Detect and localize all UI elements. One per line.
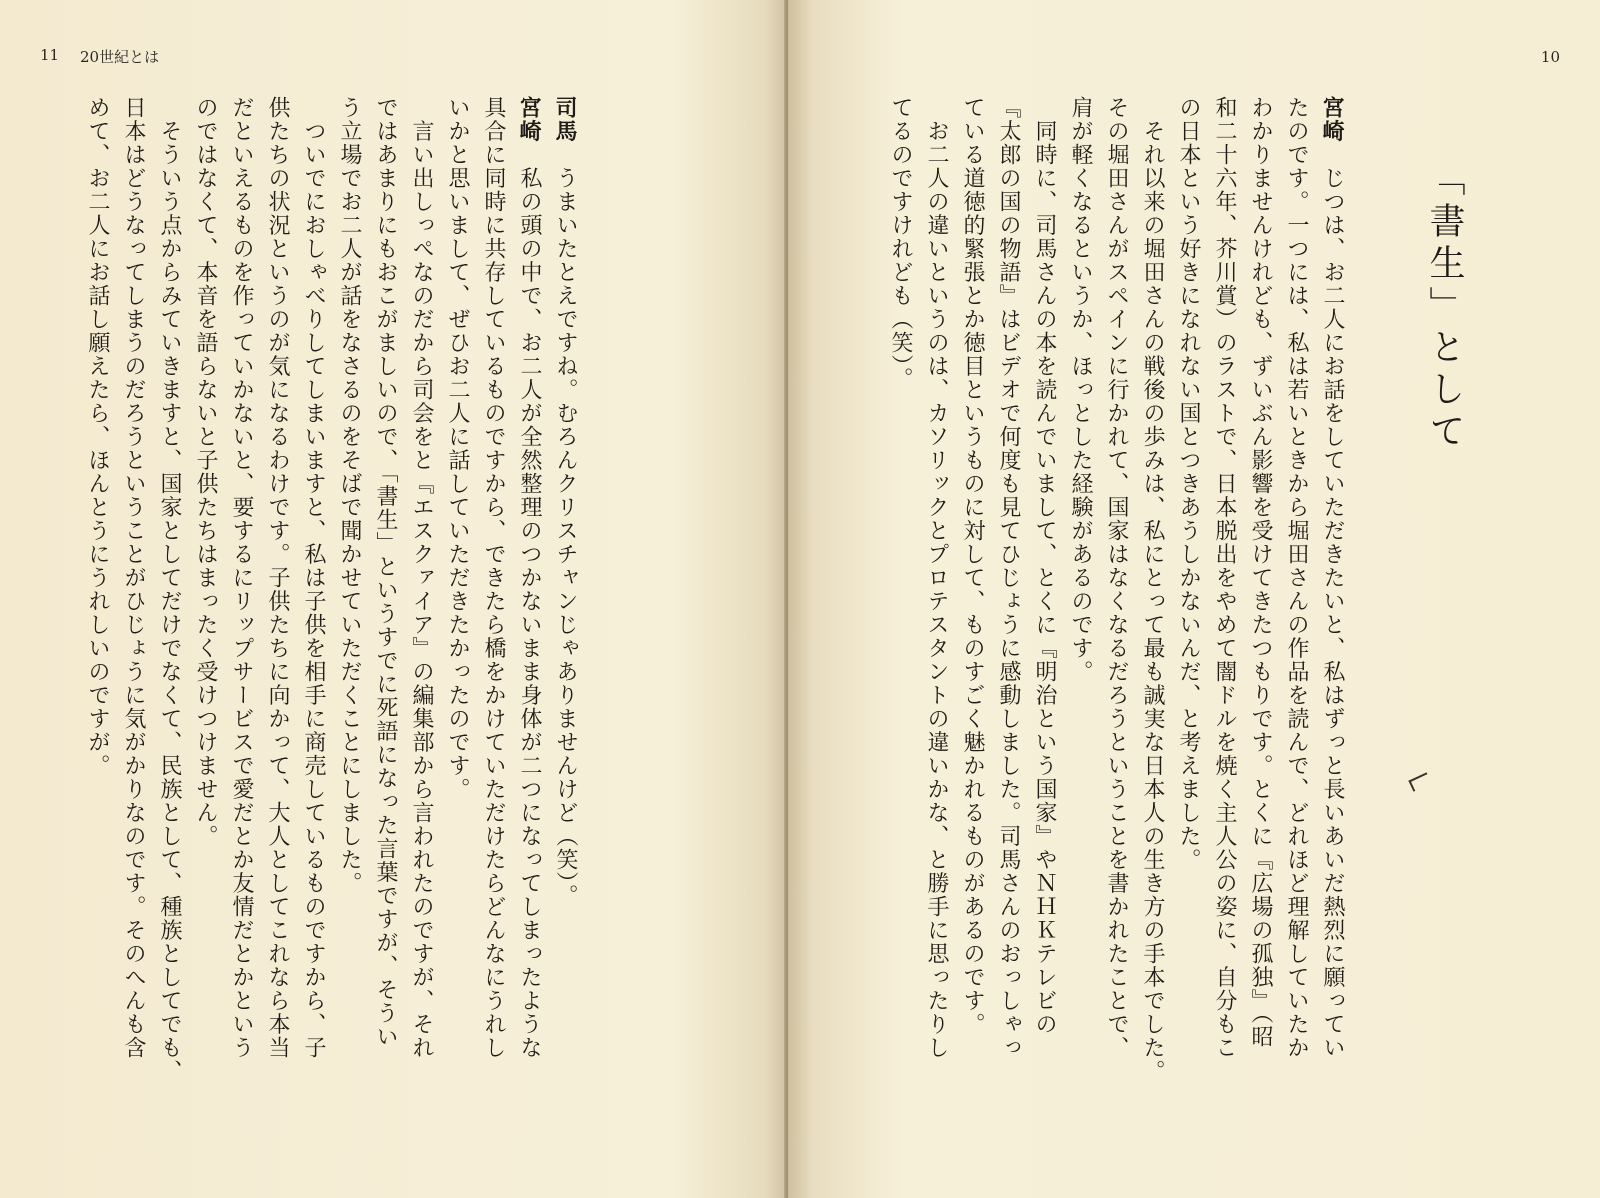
text-line	[187, 96, 223, 1186]
page-number: 11	[40, 46, 60, 64]
line-text: 日本はどうなってしまうのだろうということがひじょうに気がかりなのです。そのへんも含	[121, 96, 146, 1060]
text-line	[1206, 96, 1242, 1186]
text-line	[1278, 96, 1314, 1186]
line-text: ではあまりにもおこがましいので、「書生」というすでに死語になった言葉ですが、そうい	[373, 96, 398, 1049]
line-text: ついでにおしゃべりしてしまいますと、私は子供を相手に商売しているものですから、子	[301, 96, 326, 1060]
line-text: の日本という好きになれない国とつきあうしかないんだ、と考えました。	[1176, 96, 1201, 872]
line-text: たのです。一つには、私は若いときから堀田さんの作品を読んで、どれほど理解していたか	[1284, 96, 1309, 1060]
line-text: う立場でお二人が話をなさるのをそばで聞かせていただくことにしました。	[337, 96, 362, 895]
speaker-name: 司馬	[552, 96, 578, 143]
text-line	[1314, 96, 1350, 1186]
text-line	[1170, 96, 1206, 1186]
text-line	[475, 96, 511, 1186]
line-text: 同時に、司馬さんの本を読んでいまして、とくに『明治という国家』やＮＨＫテレビの	[1032, 96, 1057, 1036]
line-text: その堀田さんがスペインに行かれて、国家はなくなるだろうということを書かれたことで、	[1104, 96, 1129, 1060]
text-line	[1062, 96, 1098, 1186]
text-line	[151, 96, 187, 1186]
text-line	[1134, 96, 1170, 1186]
text-line	[295, 96, 331, 1186]
text-line	[367, 96, 403, 1186]
text-line	[882, 96, 918, 1186]
text-line	[1098, 96, 1134, 1186]
line-text: それ以来の堀田さんの戦後の歩みは、私にとって最も誠実な日本人の生き方の手本でした。	[1140, 96, 1165, 1083]
line-text: そういう点からみていきますと、国家としてだけでなくて、民族として、種族としてでも、	[157, 96, 182, 1083]
text-line	[990, 96, 1026, 1186]
text-line	[259, 96, 295, 1186]
text-line	[115, 96, 151, 1186]
text-line	[918, 96, 954, 1186]
speaker-name: 宮崎	[1319, 96, 1345, 143]
line-text: のではなくて、本音を語らないと子供たちはまったく受けつけません。	[193, 96, 218, 848]
running-head: 20世紀とは	[80, 48, 160, 66]
text-line	[223, 96, 259, 1186]
text-line	[1026, 96, 1062, 1186]
right-page-body	[888, 96, 1350, 1186]
line-text: だといえるものを作っていかないと、要するにリップサービスで愛だとか友情だとかという	[229, 96, 254, 1060]
line-text: 言い出しっぺなのだから司会をと『エスクァイア』の編集部から言われたのですが、それ	[409, 96, 434, 1060]
page-number: 10	[1540, 48, 1560, 66]
text-line	[547, 96, 583, 1186]
left-page-body	[85, 96, 583, 1186]
line-text: てるのですけれども（笑）。	[888, 96, 913, 391]
speaker-name: 宮崎	[516, 96, 542, 143]
line-text: お二人の違いというのは、カソリックとプロテスタントの違いかな、と勝手に思ったりし	[924, 96, 949, 1060]
line-text: めて、お二人にお話し願えたら、ほんとうにうれしいのですが。	[85, 96, 110, 778]
right-page	[788, 0, 1600, 1198]
line-text: ている道徳的緊張とか徳目というものに対して、ものすごく魅かれるものがあるのです。	[960, 96, 985, 1036]
line-text: 供たちの状況というのが気になるわけです。子供たちに向かって、大人としてこれなら本当	[265, 96, 290, 1060]
line-text: うまいたとえですね。むろんクリスチャンじゃありませんけど（笑）。	[553, 166, 578, 908]
line-text: いかと思いまして、ぜひお二人に話していただきたかったのです。	[445, 96, 470, 801]
text-line	[331, 96, 367, 1186]
text-line	[954, 96, 990, 1186]
text-line	[511, 96, 547, 1186]
line-text: じつは、お二人にお話をしていただきたいと、私はずっと長いあいだ熱烈に願ってい	[1320, 166, 1345, 1060]
text-line	[403, 96, 439, 1186]
line-text: 私の頭の中で、お二人が全然整理のつかないまま身体が二つになってしまったような	[517, 166, 542, 1060]
line-text: 具合に同時に共存しているものですから、できたら橋をかけていただけたらどんなにうれし	[481, 96, 506, 1060]
line-text: 肩が軽くなるというか、ほっとした経験があるのです。	[1068, 96, 1093, 684]
line-text: 『太郎の国の物語』はビデオで何度も見てひじょうに感動しました。司馬さんのおっしゃっ	[996, 96, 1021, 1060]
section-heading: 「書生」として	[1424, 160, 1465, 454]
text-line	[439, 96, 475, 1186]
text-line	[1242, 96, 1278, 1186]
line-text: 和二十六年、芥川賞）のラストで、日本脱出をやめて闇ドルを焼く主人公の姿に、自分もこ	[1212, 96, 1237, 1060]
line-text: わかりませんけれども、ずいぶん影響を受けてきたつもりです。とくに『広場の孤独』（昭	[1248, 96, 1273, 1049]
text-line	[79, 96, 115, 1186]
left-page	[0, 0, 788, 1198]
